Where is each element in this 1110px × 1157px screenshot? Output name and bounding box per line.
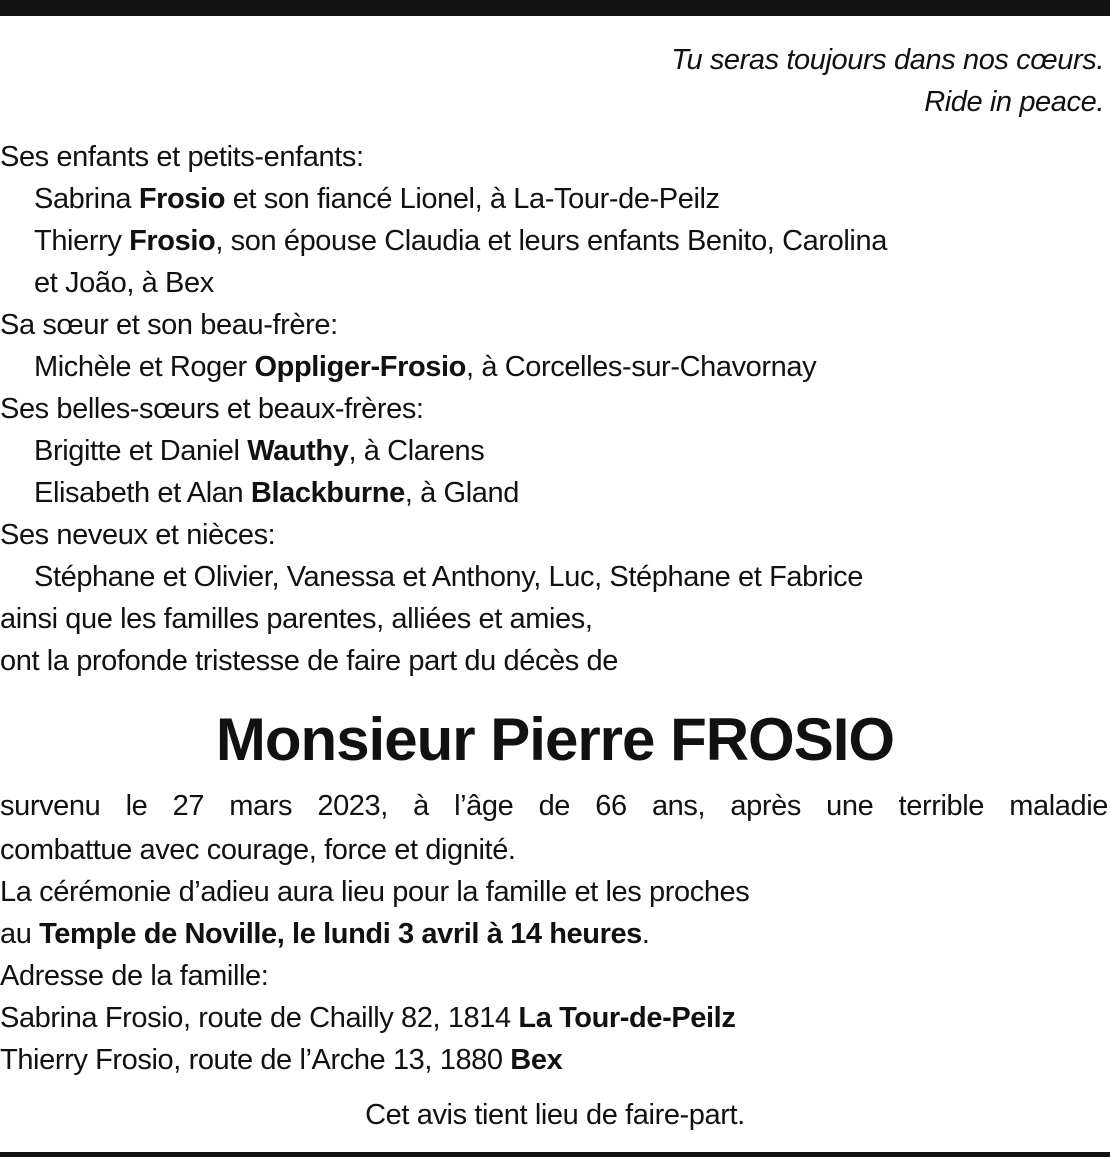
epitaph-line-1: Tu seras toujours dans nos cœurs.: [671, 44, 1104, 76]
member-first-name: Elisabeth et Alan: [34, 477, 251, 509]
children-heading: Ses enfants et petits-enfants:: [0, 141, 364, 173]
sister-heading: Sa sœur et son beau-frère:: [0, 309, 338, 341]
member-surname: Wauthy: [247, 435, 349, 467]
address-sabrina: [0, 1000, 735, 1036]
ceremony-place-time: Temple de Noville, le lundi 3 avril à 14 heures: [39, 918, 642, 950]
epitaph-line-2: Ride in peace.: [924, 86, 1104, 118]
bottom-rule: [0, 1152, 1110, 1157]
member-details: , à Corcelles-sur-Chavornay: [466, 351, 817, 383]
ceremony-prefix: au: [0, 918, 40, 950]
address-street: Thierry Frosio, route de l’Arche 13, 1880: [0, 1044, 511, 1076]
address-town: Bex: [510, 1044, 563, 1076]
member-details: , à Gland: [404, 477, 519, 509]
deceased-name: Monsieur Pierre FROSIO: [215, 706, 895, 773]
family-member-sabrina: [34, 181, 720, 217]
family-member-thierry-cont: et João, à Bex: [34, 267, 214, 299]
member-details: , à Clarens: [348, 435, 485, 467]
address-thierry: [0, 1042, 562, 1078]
member-details: , son épouse Claudia et leurs enfants Benito, Carolina: [215, 225, 887, 257]
nephews-heading: Ses neveux et nièces:: [0, 519, 276, 551]
address-town: La Tour-de-Peilz: [518, 1002, 736, 1034]
family-member-sister: [34, 349, 816, 385]
death-details-line-1: survenu le 27 mars 2023, à l’âge de 66 ans, après une terrible maladie: [0, 790, 1108, 822]
member-surname: Oppliger-Frosio: [254, 351, 466, 383]
death-details-line-2: combattue avec courage, force et dignité.: [0, 834, 516, 866]
nephews-list: Stéphane et Olivier, Vanessa et Anthony, Luc, Stéphane et Fabrice: [34, 561, 863, 593]
inlaws-heading: Ses belles-sœurs et beaux-frères:: [0, 393, 424, 425]
member-first-name: Thierry: [34, 225, 130, 257]
address-street: Sabrina Frosio, route de Chailly 82, 1814: [0, 1002, 519, 1034]
family-member-blackburne: [34, 475, 519, 511]
member-surname: Blackburne: [250, 477, 405, 509]
member-surname: Frosio: [129, 225, 216, 257]
family-member-thierry: [34, 223, 887, 259]
member-surname: Frosio: [138, 183, 226, 215]
announcement-line: ont la profonde tristesse de faire part du décès de: [0, 645, 618, 677]
address-heading: Adresse de la famille:: [0, 960, 269, 992]
extended-family-line: ainsi que les familles parentes, alliées et amies,: [0, 603, 593, 635]
member-details: et son fiancé Lionel, à La-Tour-de-Peilz: [225, 183, 720, 215]
top-rule: [0, 0, 1110, 16]
member-first-name: Michèle et Roger: [34, 351, 255, 383]
family-member-wauthy: [34, 433, 484, 469]
member-first-name: Brigitte et Daniel: [34, 435, 248, 467]
ceremony-suffix: .: [641, 918, 650, 950]
ceremony-line-1: La cérémonie d’adieu aura lieu pour la famille et les proches: [0, 876, 750, 908]
closing-note: Cet avis tient lieu de faire-part.: [365, 1099, 745, 1131]
ceremony-line-2: [0, 916, 650, 952]
member-first-name: Sabrina: [34, 183, 139, 215]
